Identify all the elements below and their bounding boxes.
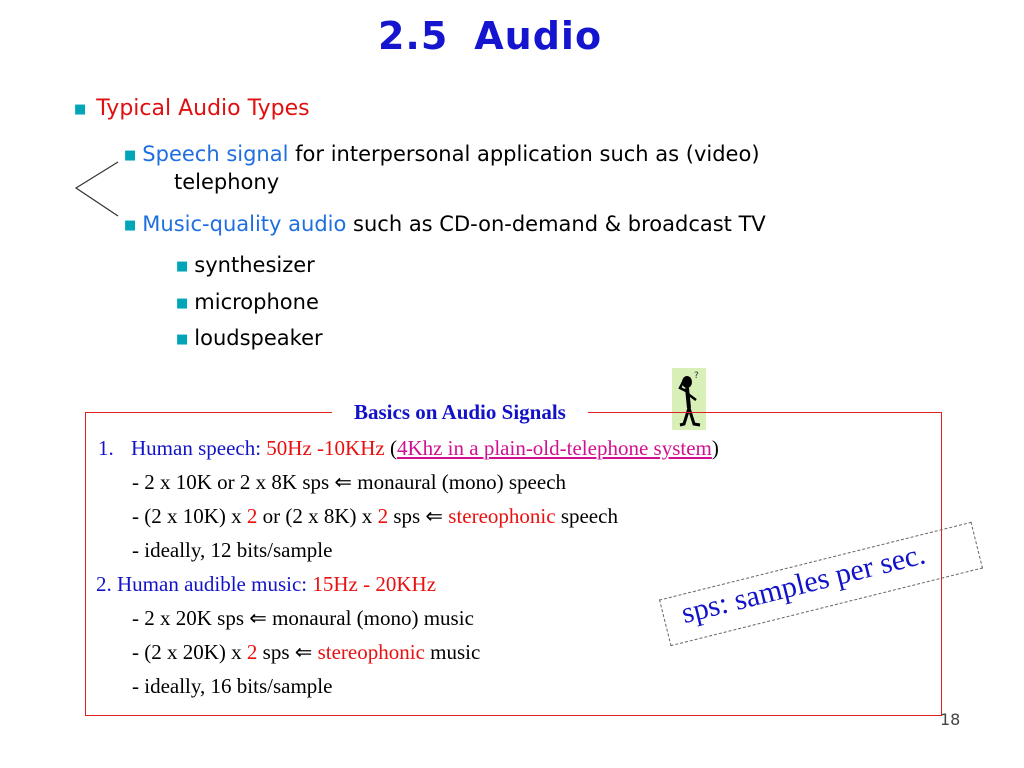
list-item-text: synthesizer xyxy=(194,253,315,277)
list-item xyxy=(176,290,319,314)
music-quality-highlight: Music-quality audio xyxy=(142,212,347,236)
bullet-square-icon: ■ xyxy=(176,258,189,274)
svg-text:?: ? xyxy=(694,371,699,381)
box-line-5 xyxy=(96,572,436,597)
bullet-square-icon: ■ xyxy=(176,331,189,347)
text: stereophonic xyxy=(317,640,425,664)
human-speech-label: Human speech: xyxy=(131,436,262,460)
bullet-square-icon: ■ xyxy=(124,147,137,163)
bullet-square-icon: ■ xyxy=(176,295,189,311)
bullet-music-quality xyxy=(124,212,766,236)
text: music xyxy=(424,640,481,664)
paren-close: ) xyxy=(711,436,719,460)
bullet-square-icon: ■ xyxy=(74,101,87,117)
speech-range: 50Hz -10KHz xyxy=(266,436,385,460)
text: - (2 x 10K) x xyxy=(132,504,247,528)
bullet-typical-audio-types xyxy=(74,96,310,121)
box-title: Basics on Audio Signals xyxy=(332,400,588,425)
music-quality-text: such as CD-on-demand & broadcast TV xyxy=(353,212,766,236)
human-music-label: 2. Human audible music: xyxy=(96,572,308,596)
box-line-8: - ideally, 16 bits/sample xyxy=(132,674,333,698)
sps-note-text: sps: samples per sec. xyxy=(678,537,929,630)
text: - (2 x 20K) x xyxy=(132,640,247,664)
item-number: 1. xyxy=(98,436,114,460)
list-item xyxy=(176,253,315,277)
text: sps ⇐ xyxy=(257,640,318,664)
list-item xyxy=(176,326,323,350)
slide-title xyxy=(0,14,980,58)
box-line-4: - ideally, 12 bits/sample xyxy=(132,538,333,562)
telephone-system-link[interactable]: 4Khz in a plain-old-telephone system xyxy=(396,436,712,460)
page-number: 18 xyxy=(940,710,961,729)
text: speech xyxy=(555,504,618,528)
bullet-speech-signal xyxy=(124,142,760,166)
bullet-square-icon: ■ xyxy=(124,217,137,233)
text: 2 xyxy=(246,640,258,664)
text: or (2 x 8K) x xyxy=(257,504,378,528)
text: sps ⇐ xyxy=(388,504,449,528)
music-range: 15Hz - 20KHz xyxy=(312,572,437,596)
box-line-3 xyxy=(132,504,618,529)
box-line-1 xyxy=(98,436,719,461)
paren-open: ( xyxy=(389,436,397,460)
bracket-icon xyxy=(72,160,122,220)
box-line-6: - 2 x 20K sps ⇐ monaural (mono) music xyxy=(132,606,474,630)
box-line-2: - 2 x 10K or 2 x 8K sps ⇐ monaural (mono) speech xyxy=(132,470,567,494)
text: 2 xyxy=(246,504,258,528)
title-text: Audio xyxy=(474,14,603,58)
list-item-text: loudspeaker xyxy=(194,326,323,350)
speech-signal-text-cont: telephony xyxy=(174,170,280,194)
bullet-text: Typical Audio Types xyxy=(96,96,310,121)
section-number: 2.5 xyxy=(377,14,449,58)
text: stereophonic xyxy=(448,504,556,528)
box-line-7 xyxy=(132,640,480,665)
speech-signal-highlight: Speech signal xyxy=(142,142,289,166)
text: 2 xyxy=(377,504,389,528)
list-item-text: microphone xyxy=(194,290,319,314)
speech-signal-text: for interpersonal application such as (video) xyxy=(295,142,760,166)
